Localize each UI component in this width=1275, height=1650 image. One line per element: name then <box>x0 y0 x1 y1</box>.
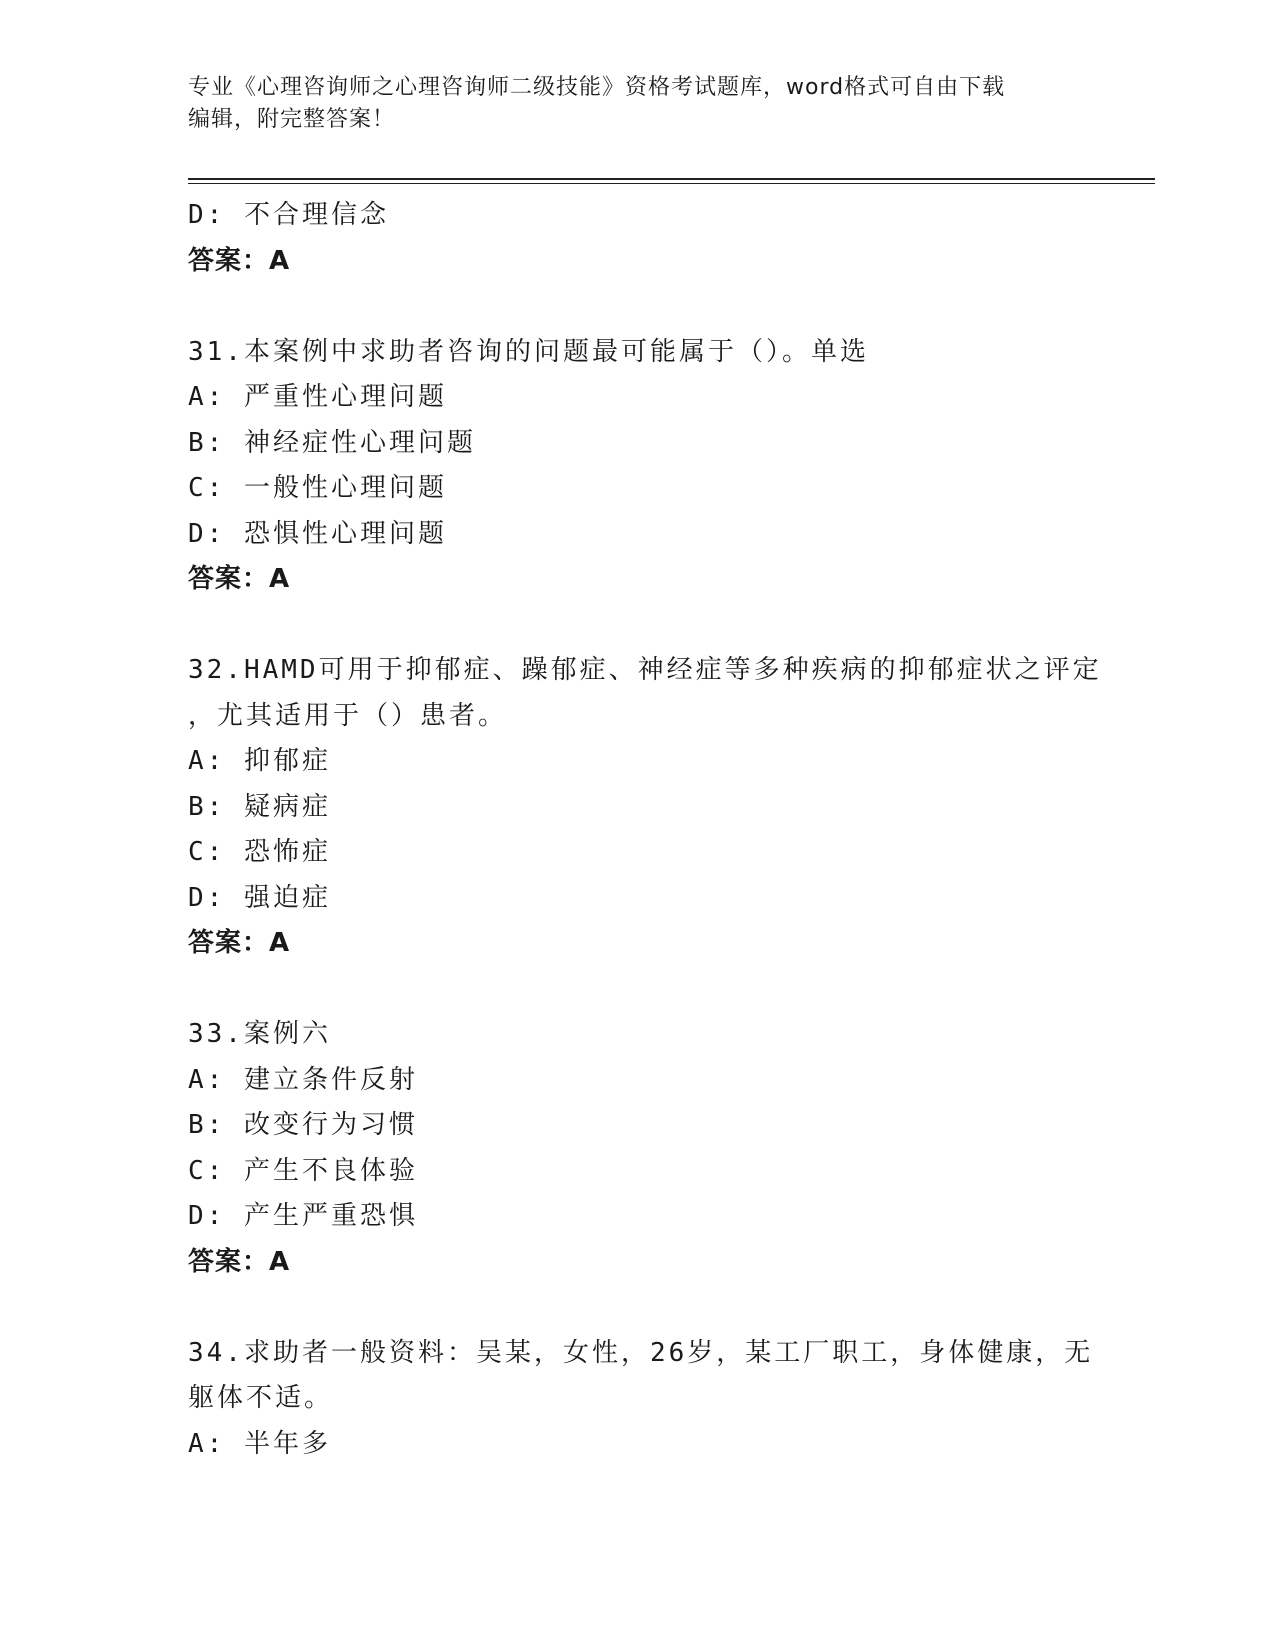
option-a: A: 半年多 <box>188 1428 331 1459</box>
option-b: B: 神经症性心理问题 <box>188 427 476 458</box>
option-a: A: 严重性心理问题 <box>188 382 447 412</box>
option-d: D: 不合理信念 <box>188 200 389 230</box>
option-d: D: 产生严重恐惧 <box>188 1201 418 1231</box>
option-c: C: 一般性心理问题 <box>188 473 447 503</box>
question-stem-line-1: 32.HAMD可用于抑郁症、躁郁症、神经症等多种疾病的抑郁症状之评定 <box>188 655 1102 685</box>
document-header <box>188 72 1088 136</box>
option-c: C: 产生不良体验 <box>188 1155 418 1186</box>
question-31 <box>188 330 1088 603</box>
previous-question-tail <box>188 193 1088 284</box>
header-divider-thin <box>188 183 1155 184</box>
option-d: D: 强迫症 <box>188 882 331 913</box>
question-33 <box>188 1012 1088 1285</box>
spacer <box>188 1285 1088 1331</box>
option-d: D: 恐惧性心理问题 <box>188 518 447 549</box>
header-line-1: 专业《心理咨询师之心理咨询师二级技能》资格考试题库，word格式可自由下载 <box>188 75 1006 100</box>
question-34 <box>188 1331 1094 1468</box>
answer-line: 答案：A <box>188 564 291 594</box>
answer-line: 答案：A <box>188 245 291 276</box>
question-stem: 33.案例六 <box>188 1019 331 1049</box>
answer-line: 答案：A <box>188 928 291 958</box>
question-stem: 31.本案例中求助者咨询的问题最可能属于（）。单选 <box>188 336 869 367</box>
option-b: B: 改变行为习惯 <box>188 1110 418 1140</box>
header-divider-thick <box>188 178 1155 180</box>
question-stem-line-2: ，尤其适用于（）患者。 <box>188 700 508 731</box>
question-32 <box>188 648 1102 967</box>
question-stem-line-2: 躯体不适。 <box>188 1383 334 1413</box>
header-line-2: 编辑，附完整答案！ <box>188 107 396 132</box>
option-b: B: 疑病症 <box>188 791 331 822</box>
question-stem-line-1: 34.求助者一般资料：吴某，女性，26岁，某工厂职工，身体健康，无 <box>188 1337 1094 1368</box>
answer-line: 答案：A <box>188 1246 291 1277</box>
option-a: A: 建立条件反射 <box>188 1064 418 1095</box>
spacer <box>188 284 1088 330</box>
option-a: A: 抑郁症 <box>188 746 331 776</box>
document-body <box>188 193 1102 1467</box>
spacer <box>188 967 1088 1013</box>
spacer <box>188 603 1088 649</box>
option-c: C: 恐怖症 <box>188 837 331 867</box>
